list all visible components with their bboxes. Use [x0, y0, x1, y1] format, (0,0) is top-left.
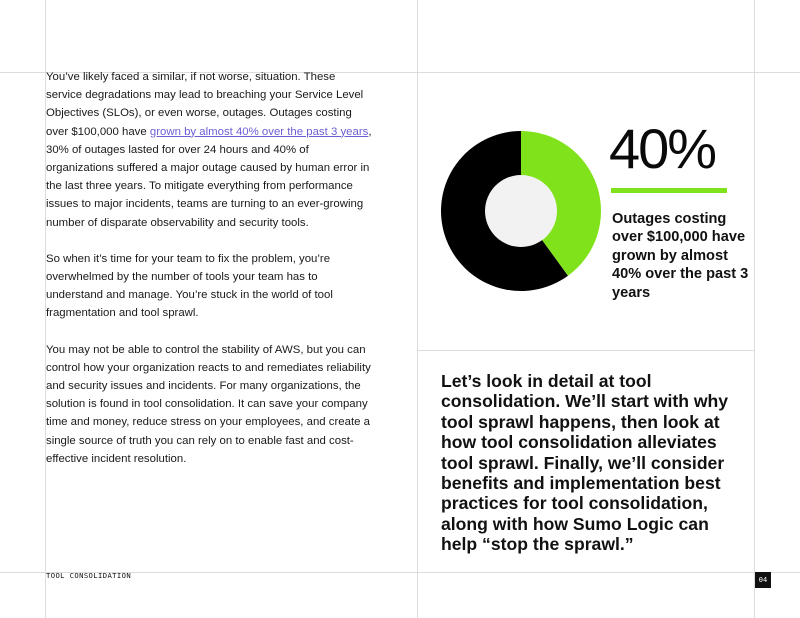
callout-text: Let’s look in detail at tool consolidation. We’ll start with why tool sprawl happens, then look at how tool consolidation alleviates tool sprawl. Finally, we’ll consider benefits and implementation best practices for tool consolidation, along with how Sumo Logic can help “stop the sprawl.”: [441, 371, 729, 555]
body-paragraph-1: [46, 68, 374, 232]
stat-accent-bar: [611, 188, 727, 193]
paragraph-1-tail: , 30% of outages lasted for over 24 hours and 40% of organizations suffered a major outage caused by human error in the last three years. To mitigate everything from performance issues to major incidents, teams are turning to an ever-growing number of disparate observability and security tools.: [46, 125, 372, 229]
stat-caption: Outages costing over $100,000 have grown by almost 40% over the past 3 years: [612, 211, 749, 301]
footer-section-label: TOOL CONSOLIDATION: [46, 571, 132, 580]
grid-line-right: [754, 0, 755, 618]
body-paragraph-3: You may not be able to control the stability of AWS, but you can control how your organization reacts to and remediates reliability and security issues and incidents. For many organizations, the solution is found in tool consolidation. It can save your company time and money, reduce stress on your employees, and create a single source of truth you can rely on to enable fast and cost-effective incident resolution.: [46, 343, 371, 465]
page-number-badge: 04: [755, 572, 771, 588]
body-text-column: [46, 68, 374, 486]
donut-graphic: [441, 131, 601, 291]
paragraph-1-lead: You’ve likely faced a similar, if not worse, situation. These service degradations may lead to breaching your Service Level Objectives (SLOs), or even worse, outages. Outages costing over $100,000 have: [46, 71, 364, 138]
stat-value: 40%: [609, 117, 716, 180]
outages-growth-link[interactable]: grown by almost 40% over the past 3 years: [149, 125, 369, 138]
grid-line-middle: [418, 350, 755, 351]
donut-hole: [485, 175, 557, 247]
grid-line-center: [417, 0, 418, 618]
body-paragraph-2: So when it’s time for your team to fix the problem, you’re overwhelmed by the number of tools your team has to understand and manage. You’re stuck in the world of tool fragmentation and tool sprawl.: [46, 252, 333, 320]
